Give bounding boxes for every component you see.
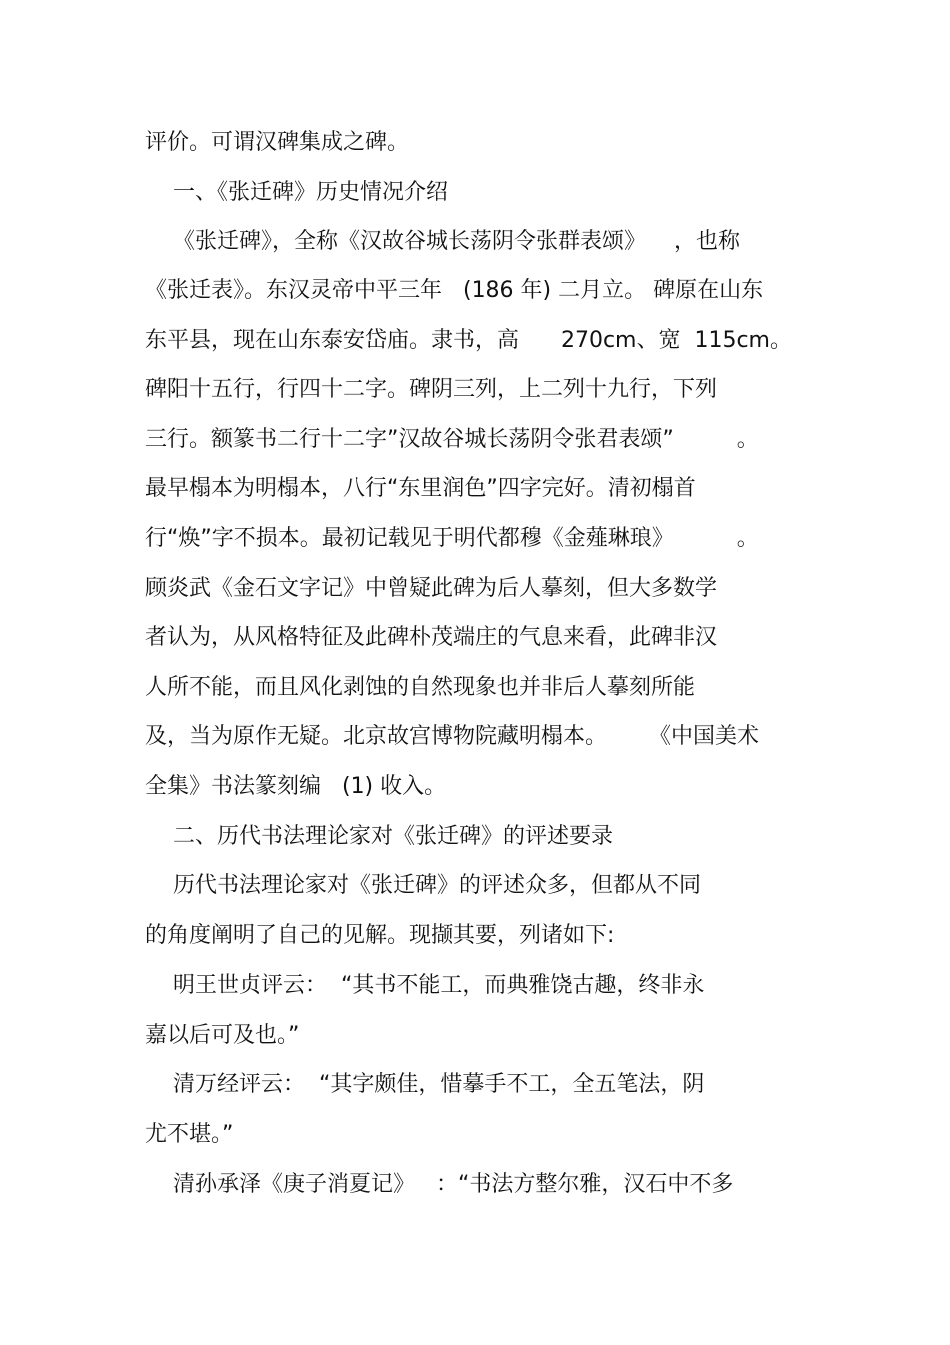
- text-line: 全集》书法篆刻编 (1) 收入。: [145, 774, 447, 799]
- text-line: 《张迁表》。东汉灵帝中平三年 (186 年) 二月立。 碑原在山东: [145, 278, 764, 303]
- text-line: 碑阳十五行，行四十二字。碑阴三列，上二列十九行，下列: [145, 377, 718, 402]
- text-line: 行“焕”字不损本。最初记载见于明代都穆《金薤琳琅》 。: [145, 526, 759, 551]
- quote-line: 嘉以后可及也。”: [145, 1023, 300, 1048]
- text-line: 及，当为原作无疑。北京故宫博物院藏明榻本。 《中国美术: [145, 724, 759, 749]
- text-line: 最早榻本为明榻本，八行“东里润色”四字完好。清初榻首: [145, 476, 696, 501]
- quote-line: 尤不堪。”: [145, 1122, 234, 1147]
- text-line: 《张迁碑》，全称《汉故谷城长荡阴令张群表颂》 ，也称: [145, 229, 740, 254]
- text-line: 者认为，从风格特征及此碑朴茂端庄的气息来看，此碑非汉: [145, 625, 718, 650]
- text-line: 东平县，现在山东泰安岱庙。隶书，高 270cm、宽 115cm。: [145, 328, 792, 353]
- text-line: 顾炎武《金石文字记》中曾疑此碑为后人摹刻，但大多数学: [145, 576, 718, 601]
- section-heading: 一、《张迁碑》历史情况介绍: [145, 180, 448, 205]
- quote-line: 明王世贞评云： “其书不能工，而典雅饶古趣，终非永: [145, 973, 705, 998]
- text-line: 评价。可谓汉碑集成之碑。: [145, 130, 410, 155]
- text-line: 历代书法理论家对《张迁碑》的评述众多，但都从不同: [145, 873, 701, 898]
- section-heading: 二、历代书法理论家对《张迁碑》的评述要录: [145, 824, 613, 849]
- quote-line: 清万经评云： “其字颇佳，惜摹手不工，全五笔法，阴: [145, 1072, 705, 1097]
- text-line: 的角度阐明了自己的见解。现撷其要，列诸如下:: [145, 923, 615, 948]
- text-line: 三行。额篆书二行十二字”汉故谷城长荡阴令张君表颂” 。: [145, 427, 759, 452]
- text-line: 人所不能，而且风化剥蚀的自然现象也并非后人摹刻所能: [145, 675, 696, 700]
- quote-line: 清孙承泽《庚子消夏记》 ：“书法方整尔雅，汉石中不多: [145, 1172, 734, 1197]
